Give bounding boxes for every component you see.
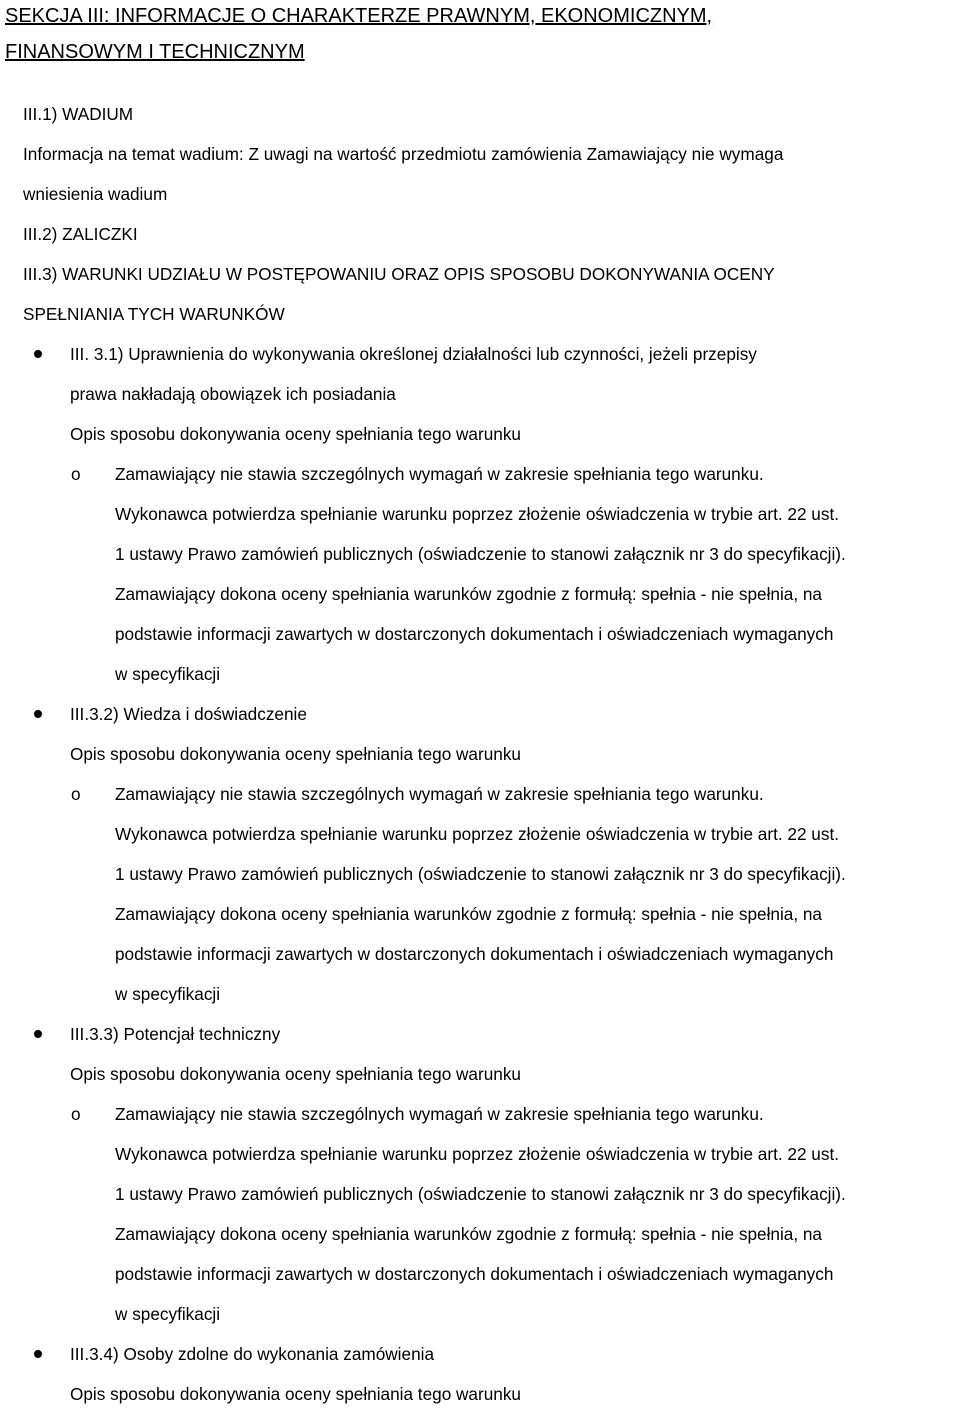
condition-item [5,1334,960,1414]
wadium-info [5,134,960,174]
condition-text-line: 1 ustawy Prawo zamówień publicznych (oświadczenie to stanowi załącznik nr 3 do specyfikacji). [115,864,846,884]
condition-title [5,334,960,374]
condition-text: Zamawiający nie stawia szczególnych wymagań w zakresie spełniania tego warunku. [115,1104,764,1124]
conditions-list [5,334,960,1414]
section-title-line1: SEKCJA III: INFORMACJE O CHARAKTERZE PRAWNYM, EKONOMICZNYM, [5,5,713,27]
bullet-icon [34,710,42,718]
condition-title-text: III.3.4) Osoby zdolne do wykonania zamówienia [70,1344,435,1364]
condition-title-cont: prawa nakładają obowiązek ich posiadania [70,384,396,404]
condition-text-line: Zamawiający dokona oceny spełniania warunków zgodnie z formułą: spełnia - nie spełnia, na [115,904,822,924]
condition-text-line: Zamawiający dokona oceny spełniania warunków zgodnie z formułą: spełnia - nie spełnia, na [115,584,822,604]
zaliczki-heading: III.2) ZALICZKI [23,224,138,244]
condition-text-line: Wykonawca potwierdza spełnianie warunku poprzez złożenie oświadczenia w trybie art. 22 ust. [115,504,839,524]
wadium-info-label: Informacja na temat wadium: [23,144,244,164]
circle-bullet-icon: o [71,784,81,804]
condition-title-text: III.3.2) Wiedza i doświadczenie [70,704,307,724]
wadium-info-cont: wniesienia wadium [23,184,168,204]
condition-title [5,694,960,734]
spacer [5,70,960,94]
circle-bullet-icon: o [71,464,81,484]
condition-item [5,334,960,694]
condition-text-line [5,1094,960,1134]
condition-text-line: w specyfikacji [115,664,221,684]
warunki-heading-line1: III.3) WARUNKI UDZIAŁU W POSTĘPOWANIU ORAZ OPIS SPOSOBU DOKONYWANIA OCENY [23,264,775,284]
condition-text: Zamawiający nie stawia szczególnych wymagań w zakresie spełniania tego warunku. [115,784,764,804]
condition-text-line: Zamawiający dokona oceny spełniania warunków zgodnie z formułą: spełnia - nie spełnia, na [115,1224,822,1244]
condition-item [5,1014,960,1334]
circle-bullet-icon: o [71,1104,81,1124]
condition-title [5,1334,960,1374]
condition-text-line: podstawie informacji zawartych w dostarczonych dokumentach i oświadczeniach wymaganych [115,1264,834,1284]
opis-label: Opis sposobu dokonywania oceny spełniania tego warunku [70,1064,521,1084]
condition-text-line: w specyfikacji [115,1304,221,1324]
condition-title [5,1014,960,1054]
condition-text-line: 1 ustawy Prawo zamówień publicznych (oświadczenie to stanowi załącznik nr 3 do specyfikacji). [115,544,846,564]
condition-text-line: Wykonawca potwierdza spełnianie warunku poprzez złożenie oświadczenia w trybie art. 22 ust. [115,824,839,844]
condition-text: Zamawiający nie stawia szczególnych wymagań w zakresie spełniania tego warunku. [115,464,764,484]
condition-text-line [5,454,960,494]
opis-label: Opis sposobu dokonywania oceny spełniania tego warunku [70,744,521,764]
condition-text-line: w specyfikacji [115,984,221,1004]
condition-text-line [5,774,960,814]
bullet-icon [34,1350,42,1358]
bullet-icon [34,1030,42,1038]
wadium-heading: III.1) WADIUM [23,104,134,124]
condition-text-line: podstawie informacji zawartych w dostarczonych dokumentach i oświadczeniach wymaganych [115,944,834,964]
document-page [5,0,960,1414]
wadium-info-text: Z uwagi na wartość przedmiotu zamówienia Zamawiający nie wymaga [243,144,784,164]
opis-label: Opis sposobu dokonywania oceny spełniania tego warunku [70,424,521,444]
opis-label: Opis sposobu dokonywania oceny spełniania tego warunku [70,1384,521,1404]
condition-item [5,694,960,1014]
section-title-line2: FINANSOWYM I TECHNICZNYM [5,41,305,63]
condition-title-text: III. 3.1) Uprawnienia do wykonywania określonej działalności lub czynności, jeżeli przepisy [70,344,757,364]
warunki-heading-line2: SPEŁNIANIA TYCH WARUNKÓW [23,304,285,324]
condition-text-line: podstawie informacji zawartych w dostarczonych dokumentach i oświadczeniach wymaganych [115,624,834,644]
bullet-icon [34,350,42,358]
condition-text-line: 1 ustawy Prawo zamówień publicznych (oświadczenie to stanowi załącznik nr 3 do specyfikacji). [115,1184,846,1204]
condition-text-line: Wykonawca potwierdza spełnianie warunku poprzez złożenie oświadczenia w trybie art. 22 ust. [115,1144,839,1164]
condition-title-text: III.3.3) Potencjał techniczny [70,1024,281,1044]
